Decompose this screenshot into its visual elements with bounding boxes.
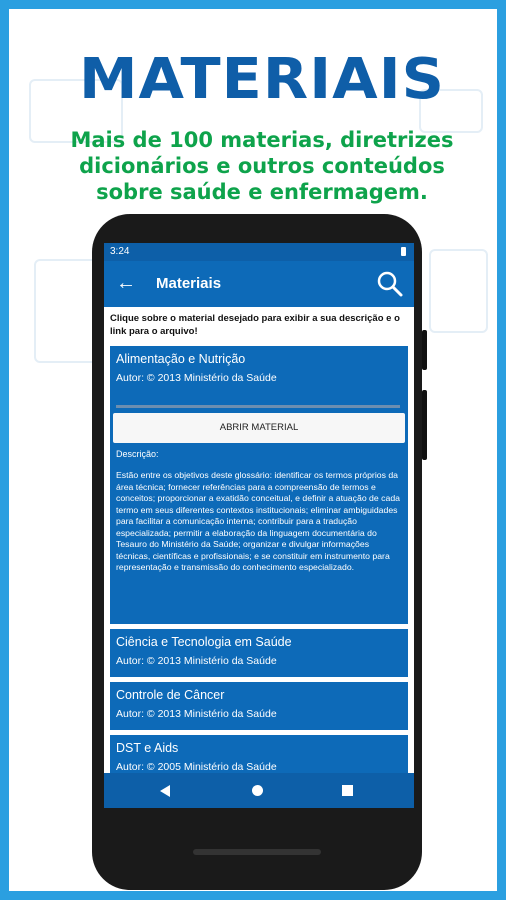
status-bar [104,243,414,261]
divider [116,405,400,408]
app-bar [104,261,414,307]
phone-side-button [422,390,427,460]
materials-list [110,346,408,788]
phone-side-button [422,330,427,370]
banner-subtitle [9,127,506,205]
material-author: Autor: © 2013 Ministério da Saúde [116,655,277,667]
material-author: Autor: © 2013 Ministério da Saúde [116,708,277,720]
material-author: Autor: © 2013 Ministério da Saúde [116,372,277,384]
material-card-expanded[interactable] [110,346,408,624]
subtitle-line: dicionários e outros conteúdos [79,154,445,178]
description-text: Estão entre os objetivos deste glossário: identificar os termos próprios da área técnica; fornecer referências para a compreensão de termos e conceitos; proporcionar a exatidão conceitual, e definir a atuação de cada termo em seus diferentes contextos institucionais; eliminar ambiguidades para facilitar a comunicação interna; contribuir para a tradução especializada; permitir a elaboração da linguagem documentária do Tesauro do Ministério da Saúde; organizar e divulgar informações técnicas, científicas e profissionais; e se constituir em instrumento para representação e transmissão do conhecimento especializado. [116,470,400,572]
phone-speaker-bar [193,849,321,855]
system-nav-bar [104,773,414,808]
material-card[interactable] [110,682,408,730]
battery-icon [401,247,406,256]
square-recents-icon[interactable] [342,785,353,796]
arrow-left-icon[interactable]: ← [116,272,136,294]
subtitle-line: Mais de 100 materias, diretrizes [70,128,454,152]
banner-title: MATERIAIS [78,47,446,112]
triangle-back-icon[interactable] [160,785,170,797]
material-card[interactable] [110,629,408,677]
background-decoration [429,249,488,333]
status-time: 3:24 [110,246,130,257]
material-author: Autor: © 2005 Ministério da Saúde [116,761,277,773]
page-title: Materiais [156,275,222,292]
material-title: Controle de Câncer [116,688,225,702]
subtitle-line: sobre saúde e enfermagem. [96,180,428,204]
material-title: DST e Aids [116,741,179,755]
open-material-button[interactable]: ABRIR MATERIAL [113,413,405,443]
phone-screen [104,243,414,808]
background-decoration [34,259,98,363]
description-label: Descrição: [116,449,159,459]
search-icon[interactable] [376,270,404,298]
intro-text: Clique sobre o material desejado para exibir a sua descrição e o link para o arquivo! [110,313,400,337]
material-title: Alimentação e Nutrição [116,352,246,366]
material-title: Ciência e Tecnologia em Saúde [116,635,292,649]
circle-home-icon[interactable] [252,785,263,796]
